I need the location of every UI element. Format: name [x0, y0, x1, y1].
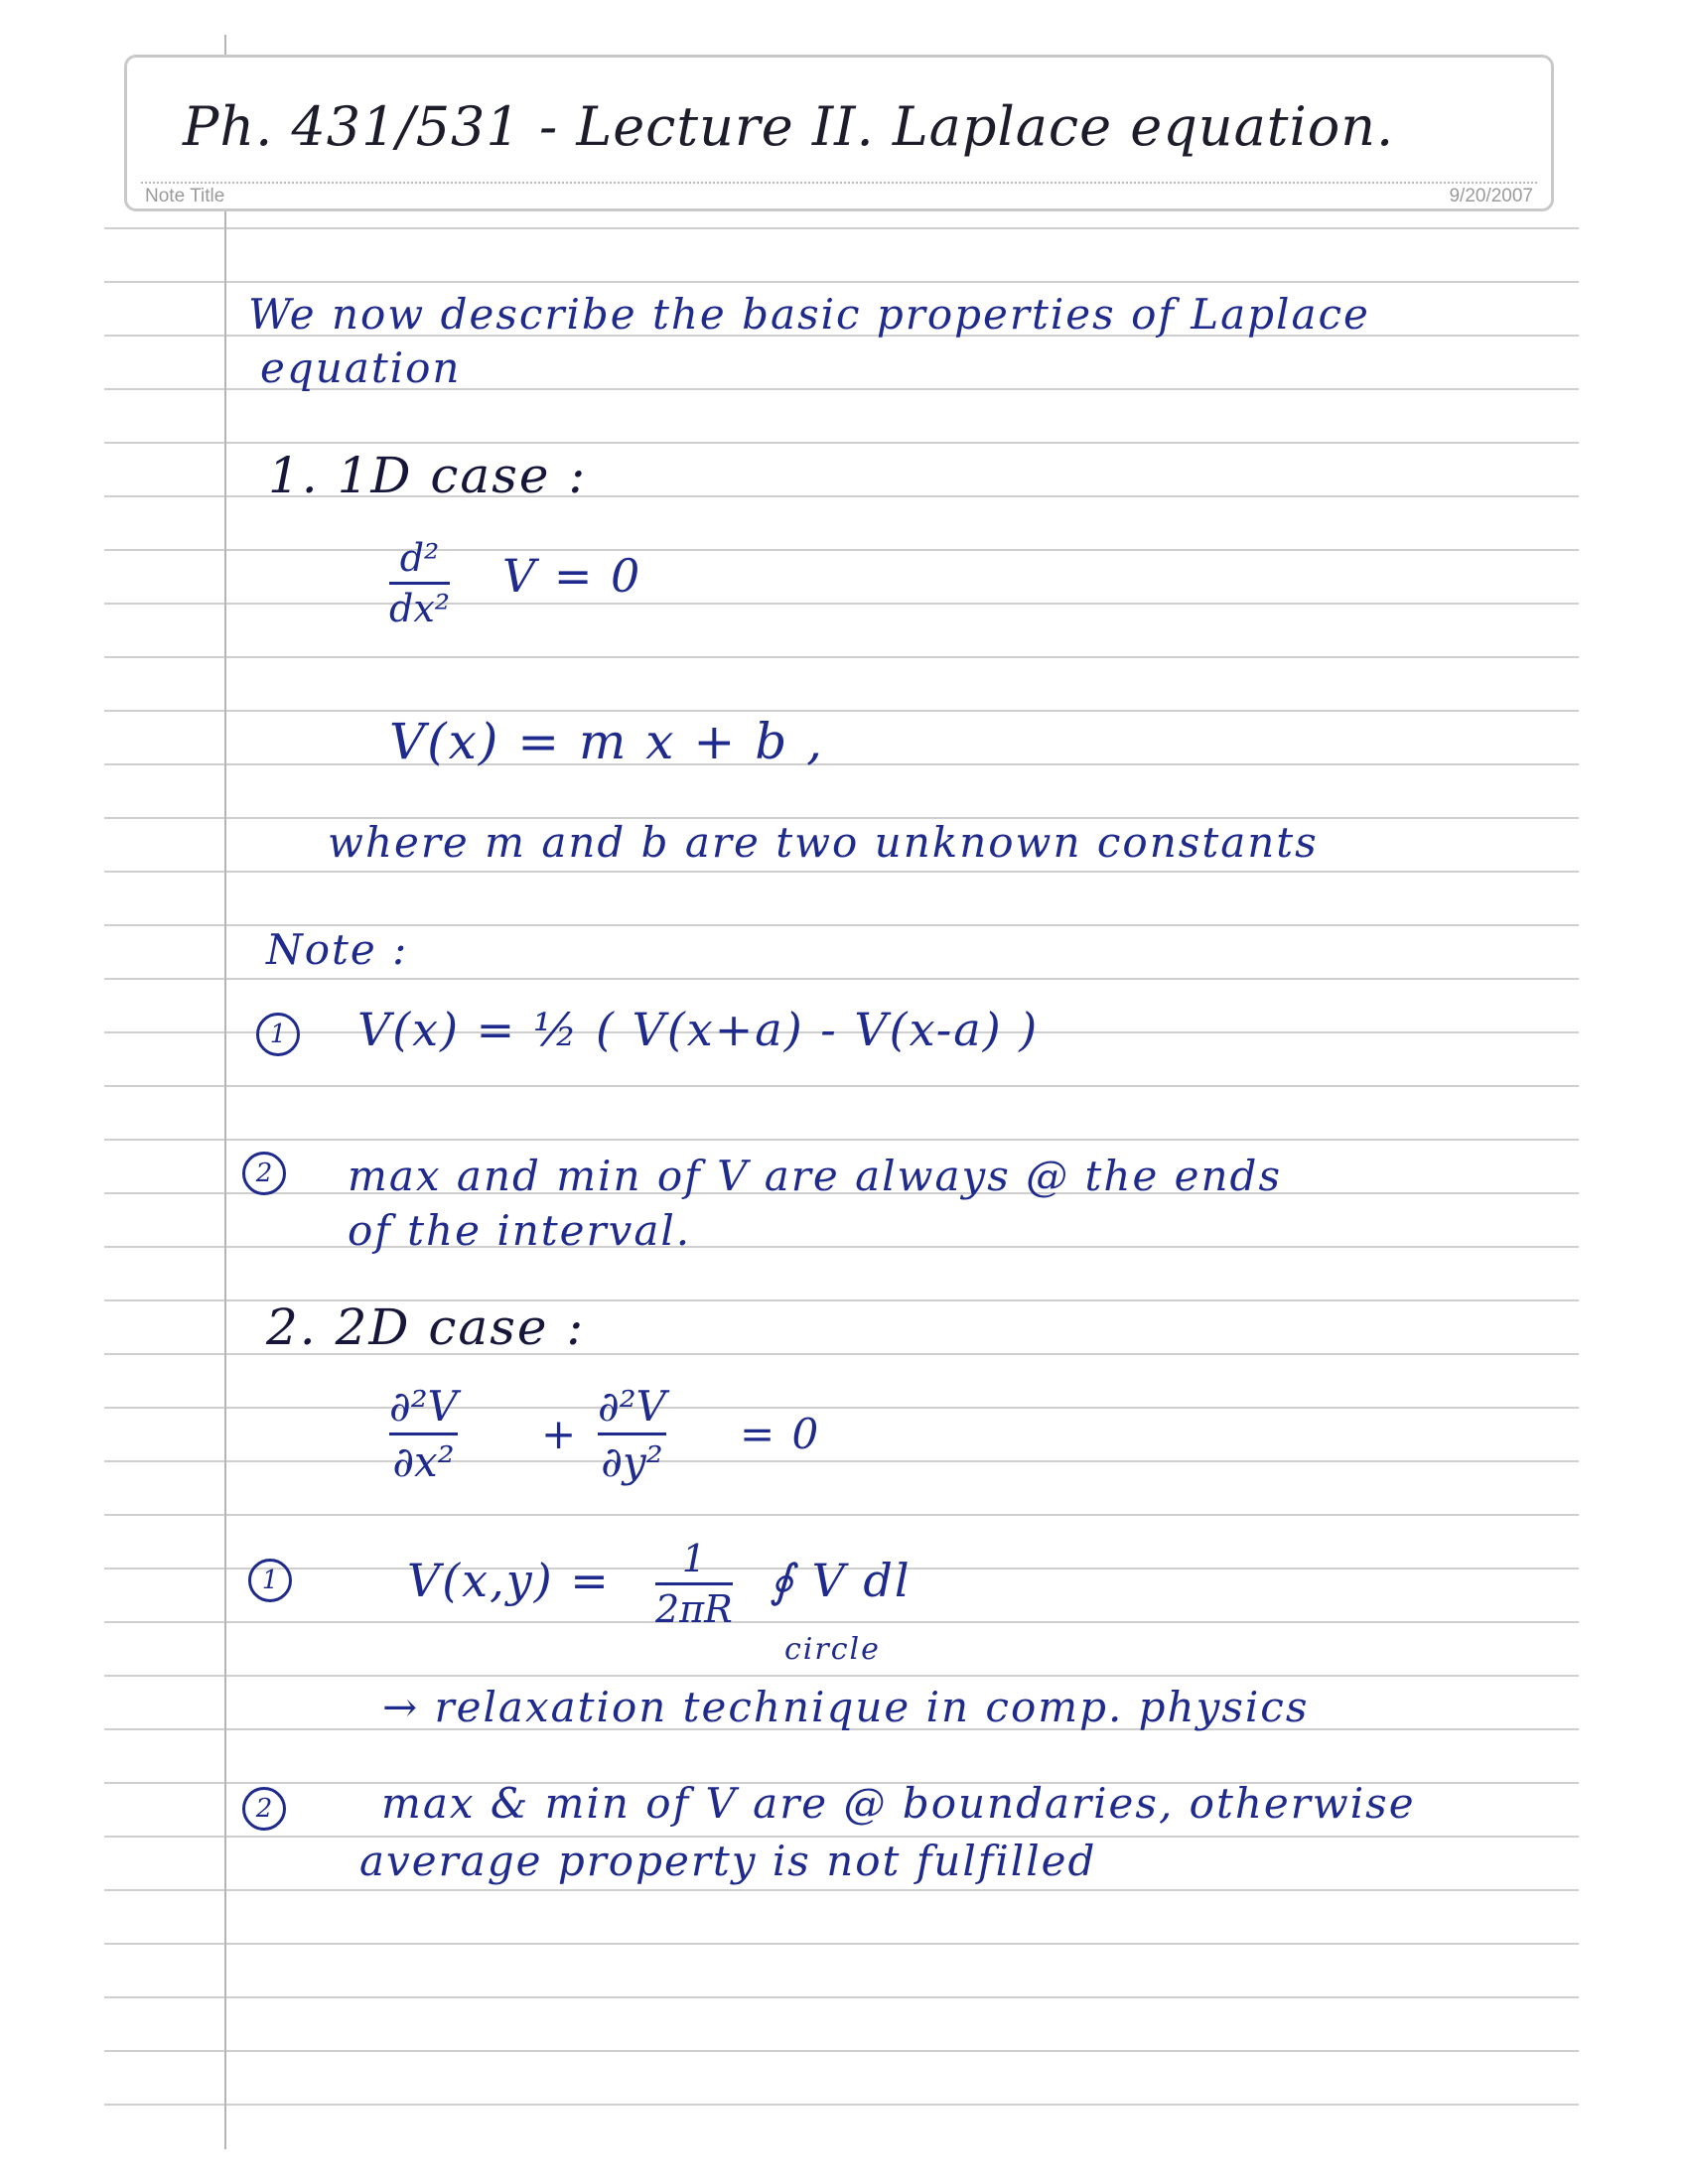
section-1-solution: V(x) = m x + b , [389, 713, 824, 770]
section-1-heading: 1. 1D case : [268, 447, 588, 504]
section-2-equals-zero: = 0 [740, 1410, 821, 1458]
note-title-label: Note Title [145, 186, 225, 206]
note-date: 9/20/2007 [1449, 186, 1533, 206]
term-2-numerator: ∂²V [598, 1382, 666, 1431]
fraction-numerator: 1 [681, 1537, 706, 1580]
note-title: Ph. 431/531 - Lecture II. Laplace equation. [183, 95, 1395, 158]
derivative-numerator: d² [399, 536, 440, 580]
intro-line-1: We now describe the basic properties of Laplace [248, 290, 1370, 339]
intro-line-2: equation [260, 343, 462, 392]
section-2-relaxation: → relaxation technique in comp. physics [382, 1683, 1310, 1731]
section-1-item-2-line-2: of the interval. [348, 1206, 692, 1255]
margin-line [224, 35, 226, 2149]
section-2-item-1-marker: 1 [248, 1559, 292, 1602]
section-1-item-2-line-1: max and min of V are always @ the ends [348, 1152, 1282, 1200]
title-divider [141, 182, 1537, 184]
section-2-item-2-line-2: average property is not fulfilled [359, 1837, 1097, 1885]
section-2-heading: 2. 2D case : [266, 1298, 586, 1356]
section-1-where: where m and b are two unknown constants [328, 818, 1319, 867]
section-2-item-1-fraction [655, 1537, 733, 1631]
section-1-item-1-marker: 1 [256, 1013, 300, 1056]
term-1-denominator: ∂x² [392, 1437, 455, 1486]
section-1-item-2-marker: 2 [242, 1152, 286, 1195]
section-2-term-1 [389, 1382, 458, 1486]
section-1-derivative [389, 536, 450, 630]
section-2-item-1-lhs: V(x,y) = [407, 1554, 611, 1607]
note-title-box [124, 55, 1554, 211]
section-2-item-1-subscript: circle [784, 1632, 881, 1667]
term-2-denominator: ∂y² [601, 1437, 663, 1486]
fraction-denominator: 2πR [655, 1587, 733, 1631]
section-2-item-2-line-1: max & min of V are @ boundaries, otherwise [381, 1779, 1416, 1828]
section-2-plus: + [541, 1410, 579, 1458]
section-1-equation: V = 0 [502, 549, 642, 603]
section-2-item-2-marker: 2 [242, 1787, 286, 1831]
section-2-term-2 [598, 1382, 666, 1486]
derivative-denominator: dx² [389, 587, 450, 630]
note-label: Note : [266, 925, 409, 974]
section-2-item-1-integral: ∮ V dl [770, 1554, 912, 1607]
term-1-numerator: ∂²V [389, 1382, 458, 1431]
section-1-item-1: V(x) = ½ ( V(x+a) - V(x-a) ) [357, 1003, 1040, 1056]
